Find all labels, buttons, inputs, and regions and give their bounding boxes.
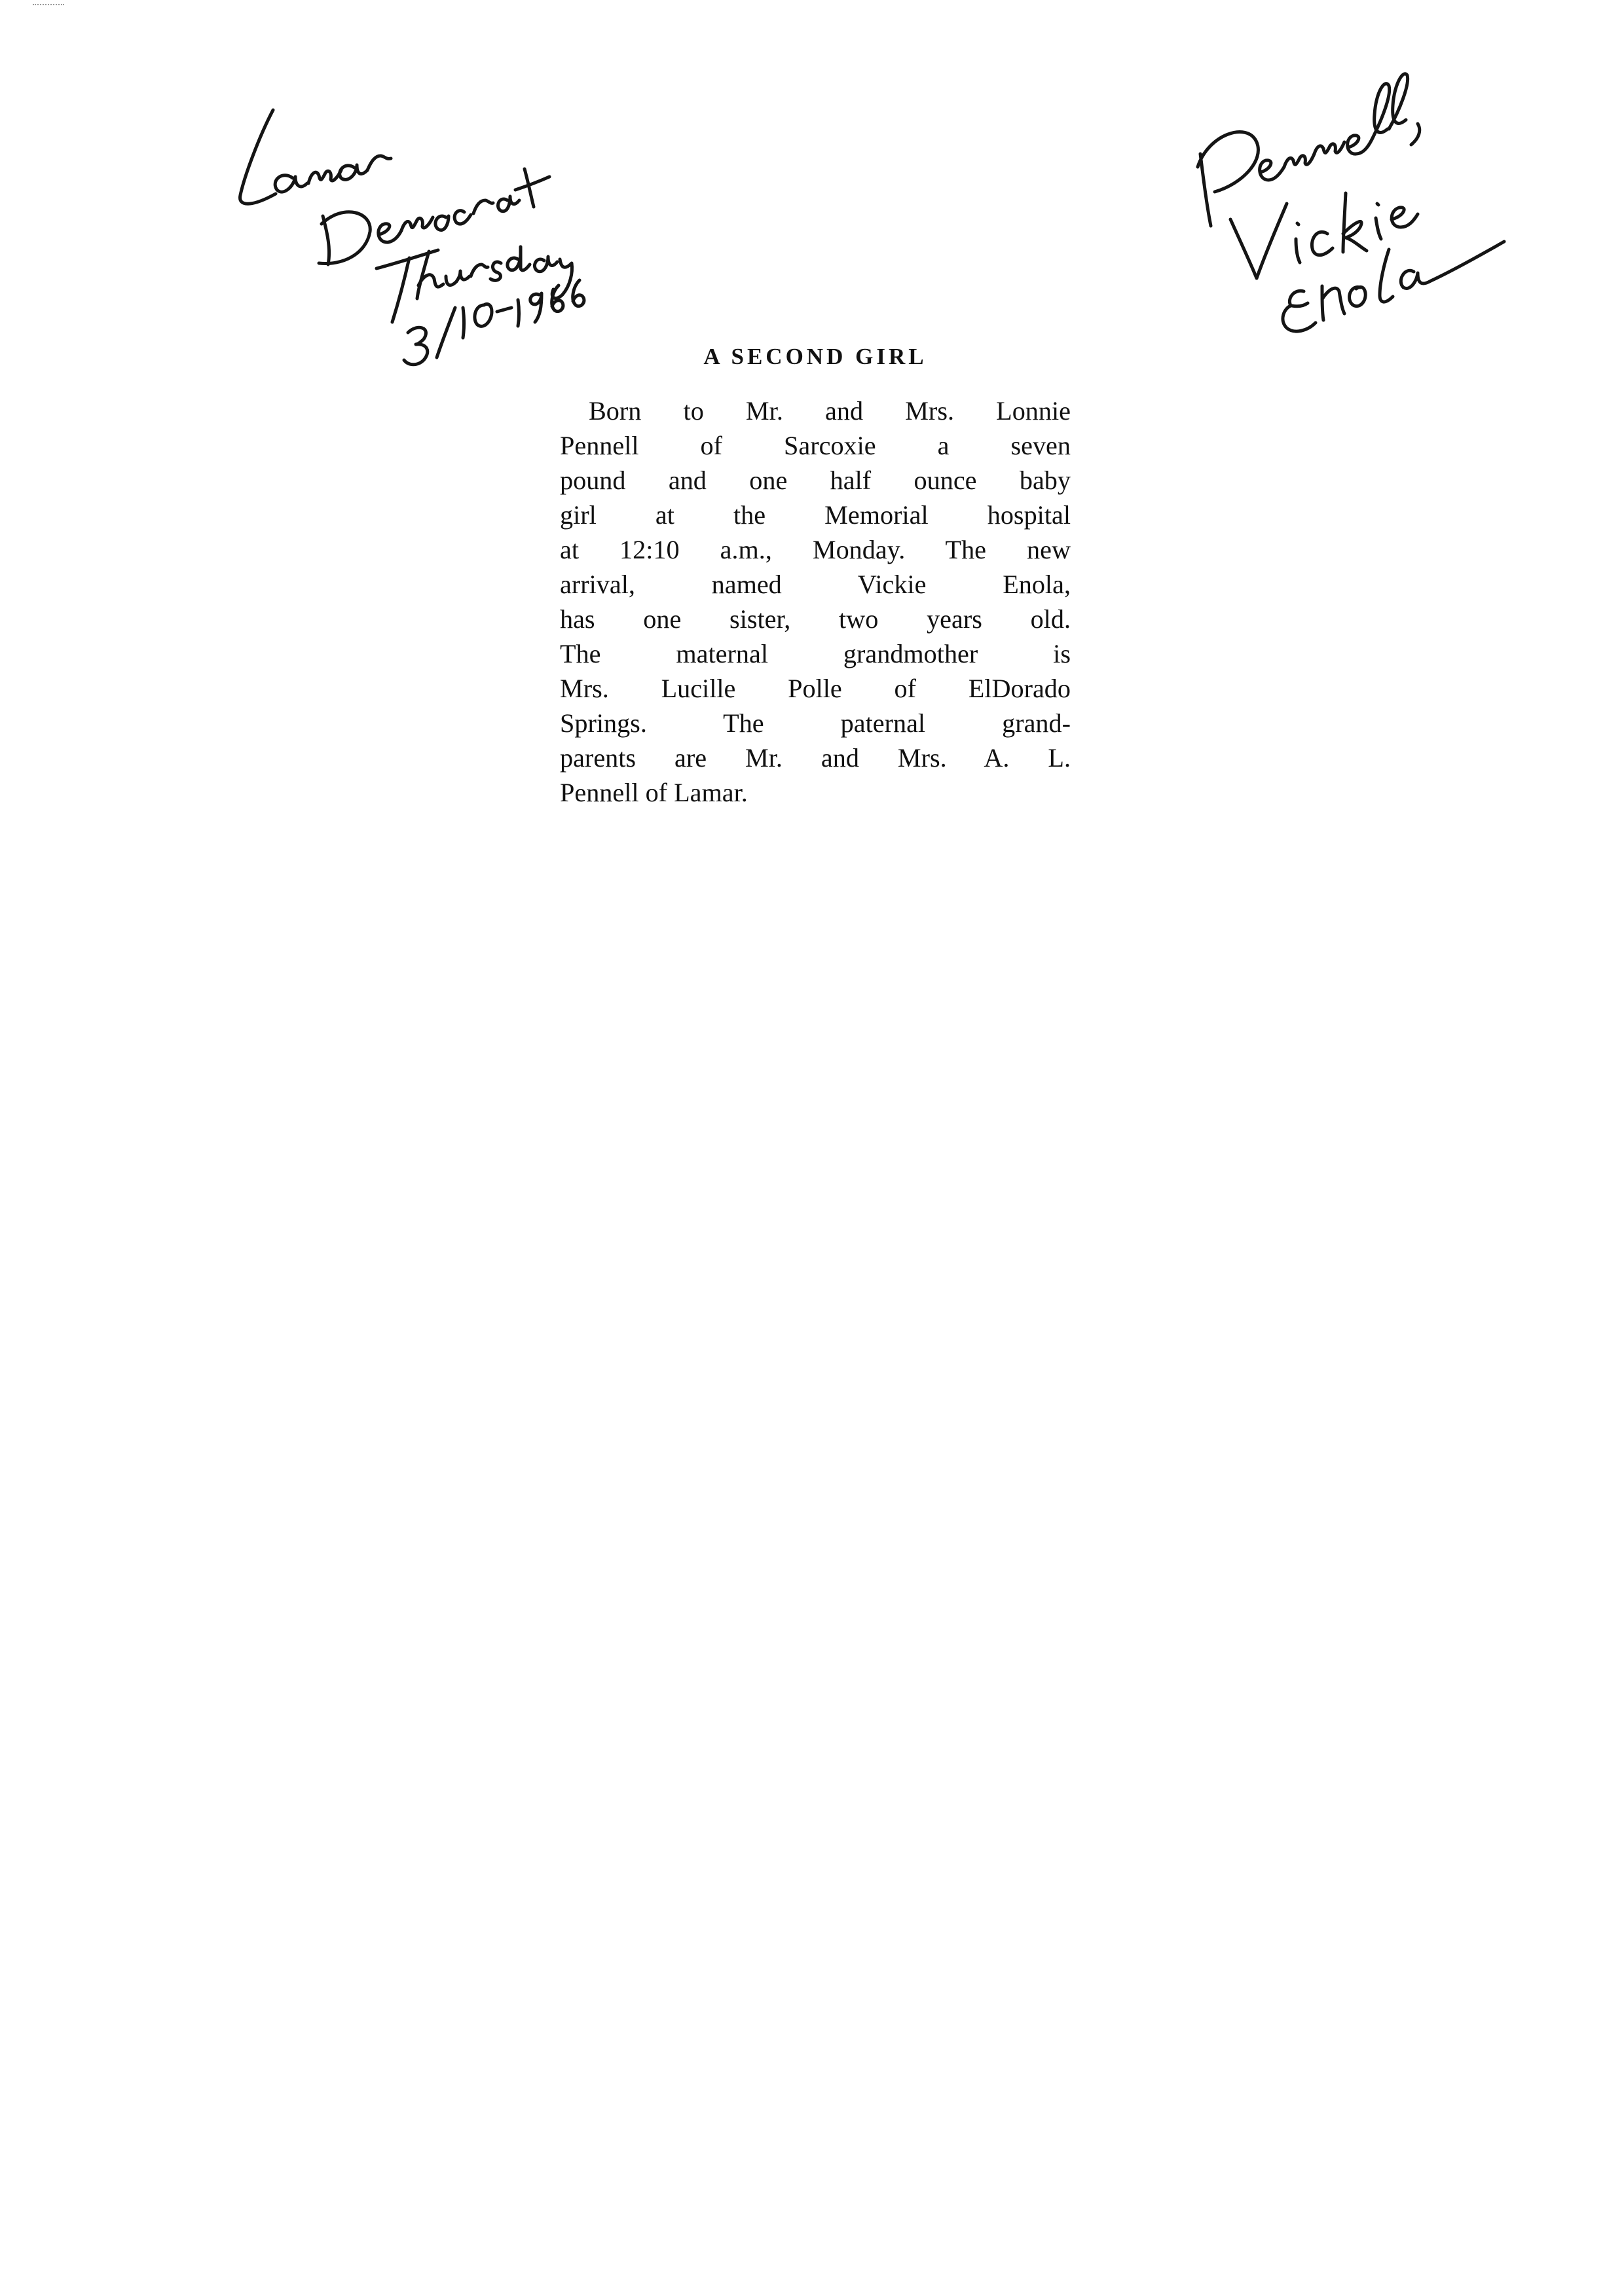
clipping-line: Born to Mr. and Mrs. Lonnie	[589, 396, 1071, 426]
clipping-line: The maternal grandmother is	[560, 639, 1071, 668]
clipping-line: girl at the Memorial hospital	[560, 500, 1071, 530]
newspaper-clipping	[560, 344, 1071, 810]
clipping-headline: A SECOND GIRL	[703, 344, 927, 369]
clipping-line: arrival, named Vickie Enola,	[560, 570, 1071, 599]
clipping-line: parents are Mr. and Mrs. A. L.	[560, 743, 1071, 773]
handwritten-note-publication	[232, 79, 599, 360]
scan-artifact	[33, 4, 64, 8]
clipping-line: Pennell of Lamar.	[560, 778, 748, 807]
clipping-line: Springs. The paternal grand-	[560, 708, 1071, 738]
clipping-line: pound and one half ounce baby	[560, 465, 1071, 495]
clipping-line: at 12:10 a.m., Monday. The new	[560, 535, 1071, 564]
clipping-line: has one sister, two years old.	[560, 604, 1071, 634]
clipping-body	[560, 393, 1071, 810]
clipping-line: Pennell of Sarcoxie a seven	[560, 431, 1071, 460]
handwritten-note-name	[1189, 56, 1516, 350]
clipping-line: Mrs. Lucille Polle of ElDorado	[560, 674, 1071, 703]
